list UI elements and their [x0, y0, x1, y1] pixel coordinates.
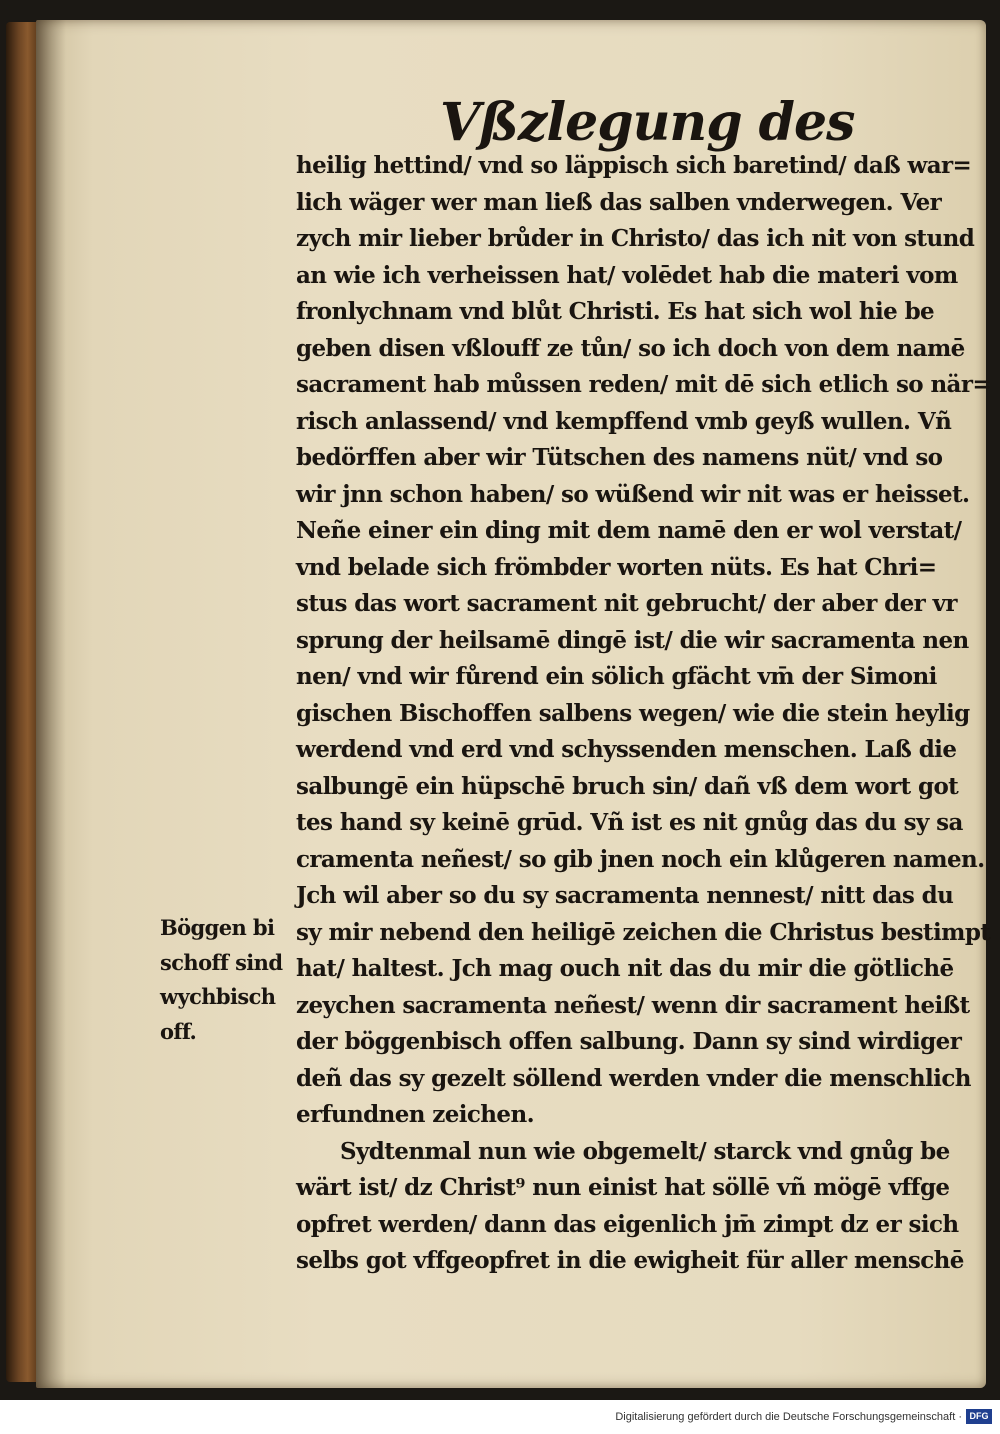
text-line: risch anlassend/ vnd kempffend vmb geyß wullen. Vñ: [296, 407, 952, 435]
marginal-note: [160, 911, 296, 1049]
running-head: Vßzlegung des: [440, 92, 855, 153]
body-text: [296, 148, 992, 1280]
text-line: deñ das sy gezelt söllend werden vnder die menschlich: [296, 1064, 971, 1092]
text-line: sprung der heilsamē dingē ist/ die wir sacramenta nen: [296, 626, 969, 654]
gutter-shadow: [36, 20, 66, 1388]
text-line: opfret werden/ dann das eigenlich jm̄ zimpt dz er sich: [296, 1210, 959, 1238]
text-line: zych mir lieber brůder in Christo/ das ich nit von stund: [296, 225, 975, 252]
text-line: lich wäger wer man ließ das salben vnderwegen. Ver: [296, 188, 942, 216]
text-line: nen/ vnd wir fůrend ein sölich gfächt vm̄ der Simoni: [296, 663, 937, 690]
text-line: Jch wil aber so du sy sacramenta nennest/ nitt das du: [296, 882, 954, 909]
text-line: sacrament hab můssen reden/ mit dē sich etlich so när=: [296, 371, 992, 398]
text-line: fronlychnam vnd blůt Christi. Es hat sich wol hie be: [296, 298, 935, 325]
text-line: Sydtenmal nun wie obgemelt/ starck vnd gnůg be: [340, 1137, 950, 1165]
text-line: tes hand sy keinē grūd. Vñ ist es nit gnůg das du sy sa: [296, 809, 963, 836]
marginal-line: Böggen bi: [160, 915, 275, 940]
text-line: salbungē ein hüpschē bruch sin/ dañ vß dem wort got: [296, 772, 959, 800]
text-line: selbs got vffgeopfret in die ewigheit für aller menschē: [296, 1247, 964, 1274]
text-line: stus das wort sacrament nit gebrucht/ der aber der vr: [296, 590, 957, 617]
dfg-logo-icon: DFG: [966, 1409, 992, 1424]
text-line: gischen Bischoffen salbens wegen/ wie die stein heylig: [296, 699, 970, 727]
marginal-line: schoff sind: [160, 949, 283, 975]
text-line: bedörffen aber wir Tütschen des namens nüt/ vnd so: [296, 444, 943, 471]
text-line: cramenta neñest/ so gib jnen noch ein klůgeren namen.: [296, 845, 985, 873]
text-line: wärt ist/ dz Christ⁹ nun einist hat söllē vñ mögē vffge: [296, 1174, 950, 1201]
marginal-line: wychbisch: [160, 984, 276, 1009]
text-line: Neñe einer ein ding mit dem namē den er wol verstat/: [296, 517, 962, 544]
text-line: vnd belade sich frömbder worten nüts. Es hat Chri=: [296, 553, 937, 581]
text-line: zeychen sacramenta neñest/ wenn dir sacrament heißt: [296, 991, 970, 1019]
text-line: sy mir nebend den heiligē zeichen die Christus bestimpt: [296, 918, 991, 946]
text-line: hat/ haltest. Jch mag ouch nit das du mir die götlichē: [296, 955, 954, 982]
text-line: wir jnn schon haben/ so wüßend wir nit was er heisset.: [296, 480, 970, 508]
footer-credit: Digitalisierung gefördert durch die Deutsche Forschungsgemeinschaft ·: [615, 1411, 962, 1423]
marginal-line: off.: [160, 1018, 197, 1044]
text-line: der böggenbisch offen salbung. Dann sy sind wirdiger: [296, 1028, 962, 1055]
text-line: heilig hettind/ vnd so läppisch sich baretind/ daß war=: [296, 152, 972, 179]
text-line: geben disen vßlouff ze tůn/ so ich doch von dem namē: [296, 334, 965, 362]
text-line: werdend vnd erd vnd schyssenden menschen. Laß die: [296, 736, 957, 763]
text-line: an wie ich verheissen hat/ volēdet hab die materi vom: [296, 261, 958, 289]
text-line: erfundnen zeichen.: [296, 1101, 534, 1128]
